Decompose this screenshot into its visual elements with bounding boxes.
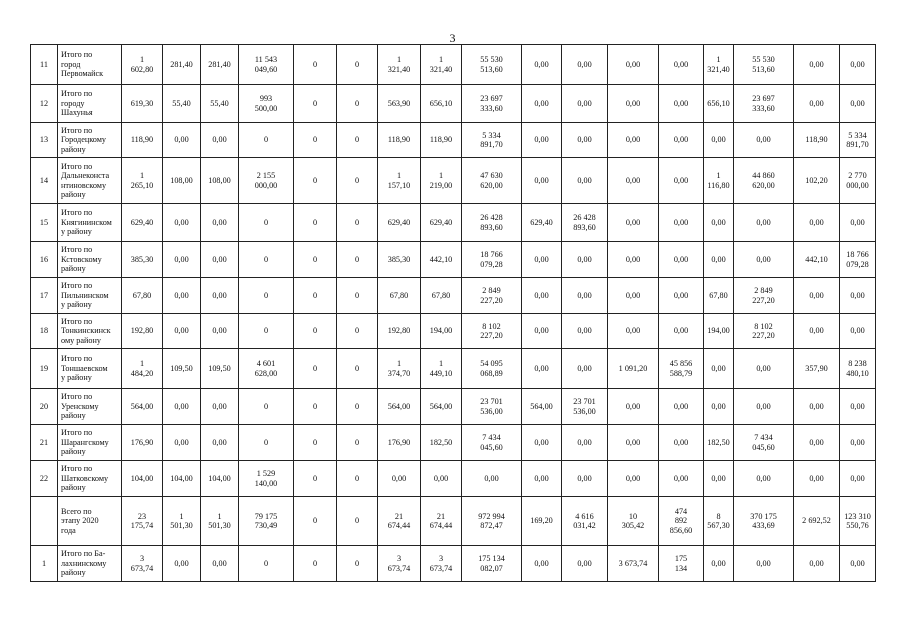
value-cell: 2 849 227,20 [734, 278, 794, 314]
value-cell: 0 [337, 497, 378, 546]
value-cell: 0,00 [734, 461, 794, 497]
value-cell: 0,00 [163, 546, 201, 582]
value-cell: 1 321,40 [378, 45, 421, 85]
row-number-cell: 19 [31, 349, 58, 389]
value-cell: 0,00 [840, 45, 876, 85]
value-cell: 0,00 [201, 389, 239, 425]
value-cell: 0,00 [734, 204, 794, 242]
value-cell: 0,00 [522, 546, 562, 582]
value-cell: 0,00 [378, 461, 421, 497]
value-cell: 0 [294, 123, 337, 158]
table-row [31, 204, 876, 242]
value-cell: 0,00 [163, 242, 201, 278]
value-cell: 0,00 [704, 123, 734, 158]
value-cell: 0,00 [562, 425, 608, 461]
value-cell: 176,90 [122, 425, 163, 461]
value-cell: 0 [239, 278, 294, 314]
value-cell: 0 [337, 204, 378, 242]
value-cell: 474 892 856,60 [659, 497, 704, 546]
value-cell: 0,00 [522, 123, 562, 158]
value-cell: 108,00 [201, 158, 239, 204]
value-cell: 0,00 [522, 314, 562, 349]
value-cell: 0,00 [201, 242, 239, 278]
value-cell: 1 157,10 [378, 158, 421, 204]
value-cell: 175 134 082,07 [462, 546, 522, 582]
value-cell: 0 [294, 546, 337, 582]
district-name-cell: Итого по Тонкинскинск ому району [58, 314, 122, 349]
value-cell: 118,90 [794, 123, 840, 158]
value-cell: 0,00 [562, 349, 608, 389]
value-cell: 0,00 [840, 204, 876, 242]
value-cell: 109,50 [201, 349, 239, 389]
value-cell: 3 673,74 [421, 546, 462, 582]
value-cell: 972 994 872,47 [462, 497, 522, 546]
value-cell: 0,00 [659, 123, 704, 158]
value-cell: 564,00 [122, 389, 163, 425]
value-cell: 0,00 [608, 461, 659, 497]
value-cell: 0,00 [794, 278, 840, 314]
table-row [31, 278, 876, 314]
value-cell: 11 543 049,60 [239, 45, 294, 85]
table-row [31, 461, 876, 497]
value-cell: 629,40 [522, 204, 562, 242]
row-number-cell: 18 [31, 314, 58, 349]
value-cell: 18 766 079,28 [462, 242, 522, 278]
value-cell: 0,00 [704, 389, 734, 425]
value-cell: 0,00 [163, 425, 201, 461]
value-cell: 1 374,70 [378, 349, 421, 389]
value-cell: 0 [294, 45, 337, 85]
row-number-cell: 16 [31, 242, 58, 278]
row-number-cell: 1 [31, 546, 58, 582]
value-cell: 0,00 [794, 546, 840, 582]
value-cell: 26 428 893,60 [462, 204, 522, 242]
value-cell: 0,00 [608, 85, 659, 123]
value-cell: 44 860 620,00 [734, 158, 794, 204]
value-cell: 175 134 [659, 546, 704, 582]
district-name-cell: Итого по Тоншаевском у району [58, 349, 122, 389]
value-cell: 1 219,00 [421, 158, 462, 204]
value-cell: 442,10 [794, 242, 840, 278]
value-cell: 0,00 [608, 242, 659, 278]
value-cell: 0 [337, 242, 378, 278]
value-cell: 563,90 [378, 85, 421, 123]
table-row [31, 123, 876, 158]
value-cell: 1 321,40 [704, 45, 734, 85]
value-cell: 3 673,74 [378, 546, 421, 582]
value-cell: 0,00 [840, 461, 876, 497]
value-cell: 0,00 [659, 425, 704, 461]
value-cell: 0,00 [840, 546, 876, 582]
value-cell: 0,00 [608, 278, 659, 314]
value-cell: 0,00 [840, 389, 876, 425]
value-cell: 0,00 [522, 158, 562, 204]
value-cell: 281,40 [163, 45, 201, 85]
value-cell: 0,00 [163, 123, 201, 158]
value-cell: 619,30 [122, 85, 163, 123]
value-cell: 0,00 [608, 314, 659, 349]
value-cell: 182,50 [704, 425, 734, 461]
district-name-cell: Итого по Шарангскому району [58, 425, 122, 461]
value-cell: 1 091,20 [608, 349, 659, 389]
value-cell: 0 [294, 497, 337, 546]
value-cell: 0,00 [163, 314, 201, 349]
value-cell: 5 334 891,70 [462, 123, 522, 158]
value-cell: 0 [294, 204, 337, 242]
value-cell: 0,00 [608, 158, 659, 204]
row-number-cell: 14 [31, 158, 58, 204]
value-cell: 0,00 [659, 45, 704, 85]
value-cell: 0,00 [734, 546, 794, 582]
value-cell: 370 175 433,69 [734, 497, 794, 546]
value-cell: 0 [239, 546, 294, 582]
value-cell: 564,00 [421, 389, 462, 425]
value-cell: 0,00 [163, 389, 201, 425]
value-cell: 1 449,10 [421, 349, 462, 389]
district-name-cell: Итого по Пильнинском у району [58, 278, 122, 314]
value-cell: 0 [294, 242, 337, 278]
row-number-cell: 21 [31, 425, 58, 461]
value-cell: 0,00 [704, 204, 734, 242]
value-cell: 109,50 [163, 349, 201, 389]
value-cell: 4 616 031,42 [562, 497, 608, 546]
value-cell: 23 697 333,60 [462, 85, 522, 123]
value-cell: 0,00 [659, 314, 704, 349]
value-cell: 0,00 [562, 546, 608, 582]
value-cell: 0,00 [840, 278, 876, 314]
value-cell: 0,00 [659, 158, 704, 204]
value-cell: 0,00 [734, 349, 794, 389]
table-row [31, 349, 876, 389]
value-cell: 0,00 [608, 425, 659, 461]
value-cell: 0,00 [201, 278, 239, 314]
district-name-cell: Всего по этапу 2020 года [58, 497, 122, 546]
table-row [31, 546, 876, 582]
value-cell: 564,00 [378, 389, 421, 425]
value-cell: 67,80 [378, 278, 421, 314]
value-cell: 0 [294, 389, 337, 425]
value-cell: 0,00 [562, 123, 608, 158]
value-cell: 0,00 [659, 242, 704, 278]
table-row [31, 158, 876, 204]
value-cell: 0,00 [659, 389, 704, 425]
table-row [31, 497, 876, 546]
value-cell: 104,00 [201, 461, 239, 497]
value-cell: 0 [337, 425, 378, 461]
value-cell: 10 305,42 [608, 497, 659, 546]
value-cell: 0,00 [840, 425, 876, 461]
value-cell: 0 [239, 204, 294, 242]
value-cell: 0,00 [608, 45, 659, 85]
value-cell: 55 530 513,60 [462, 45, 522, 85]
value-cell: 0 [294, 85, 337, 123]
value-cell: 0,00 [522, 425, 562, 461]
value-cell: 1 501,30 [201, 497, 239, 546]
value-cell: 442,10 [421, 242, 462, 278]
district-name-cell: Итого по Княгининском у району [58, 204, 122, 242]
value-cell: 0,00 [794, 314, 840, 349]
value-cell: 0,00 [794, 85, 840, 123]
value-cell: 7 434 045,60 [734, 425, 794, 461]
value-cell: 0,00 [794, 389, 840, 425]
value-cell: 0 [239, 389, 294, 425]
table-row [31, 314, 876, 349]
value-cell: 4 601 628,00 [239, 349, 294, 389]
value-cell: 104,00 [122, 461, 163, 497]
value-cell: 0,00 [163, 278, 201, 314]
district-name-cell: Итого по Дальнеконста нтиновскому району [58, 158, 122, 204]
value-cell: 0,00 [522, 461, 562, 497]
value-cell: 67,80 [421, 278, 462, 314]
value-cell: 0,00 [562, 314, 608, 349]
value-cell: 0,00 [201, 546, 239, 582]
value-cell: 23 697 333,60 [734, 85, 794, 123]
value-cell: 0,00 [201, 123, 239, 158]
value-cell: 0,00 [840, 85, 876, 123]
value-cell: 5 334 891,70 [840, 123, 876, 158]
value-cell: 0 [294, 314, 337, 349]
value-cell: 281,40 [201, 45, 239, 85]
value-cell: 1 529 140,00 [239, 461, 294, 497]
value-cell: 629,40 [122, 204, 163, 242]
value-cell: 0,00 [562, 461, 608, 497]
value-cell: 7 434 045,60 [462, 425, 522, 461]
value-cell: 47 630 620,00 [462, 158, 522, 204]
value-cell: 118,90 [378, 123, 421, 158]
value-cell: 0,00 [659, 85, 704, 123]
district-name-cell: Итого по город Первомайск [58, 45, 122, 85]
value-cell: 0 [294, 425, 337, 461]
value-cell: 2 692,52 [794, 497, 840, 546]
value-cell: 0,00 [704, 349, 734, 389]
value-cell: 0,00 [562, 45, 608, 85]
value-cell: 0,00 [704, 461, 734, 497]
value-cell: 0,00 [659, 204, 704, 242]
value-cell: 2 770 000,00 [840, 158, 876, 204]
value-cell: 357,90 [794, 349, 840, 389]
table-row [31, 45, 876, 85]
value-cell: 2 155 000,00 [239, 158, 294, 204]
value-cell: 1 484,20 [122, 349, 163, 389]
value-cell: 45 856 588,79 [659, 349, 704, 389]
value-cell: 0,00 [522, 278, 562, 314]
table-row [31, 425, 876, 461]
value-cell: 656,10 [704, 85, 734, 123]
value-cell: 0 [294, 461, 337, 497]
value-cell: 0,00 [462, 461, 522, 497]
value-cell: 385,30 [122, 242, 163, 278]
value-cell: 0,00 [659, 461, 704, 497]
value-cell: 0 [239, 242, 294, 278]
value-cell: 1 321,40 [421, 45, 462, 85]
value-cell: 0,00 [794, 45, 840, 85]
value-cell: 993 500,00 [239, 85, 294, 123]
value-cell: 2 849 227,20 [462, 278, 522, 314]
value-cell: 0,00 [522, 85, 562, 123]
value-cell: 0,00 [562, 158, 608, 204]
value-cell: 102,20 [794, 158, 840, 204]
value-cell: 118,90 [421, 123, 462, 158]
row-number-cell: 13 [31, 123, 58, 158]
value-cell: 118,90 [122, 123, 163, 158]
district-name-cell: Итого по Шатковскому району [58, 461, 122, 497]
value-cell: 18 766 079,28 [840, 242, 876, 278]
value-cell: 21 674,44 [378, 497, 421, 546]
value-cell: 169,20 [522, 497, 562, 546]
value-cell: 0,00 [201, 204, 239, 242]
value-cell: 0,00 [608, 389, 659, 425]
value-cell: 67,80 [704, 278, 734, 314]
value-cell: 629,40 [378, 204, 421, 242]
value-cell: 0,00 [659, 278, 704, 314]
value-cell: 0,00 [704, 242, 734, 278]
value-cell: 1 265,10 [122, 158, 163, 204]
value-cell: 0 [337, 123, 378, 158]
data-table [30, 44, 876, 582]
row-number-cell: 11 [31, 45, 58, 85]
value-cell: 0 [294, 158, 337, 204]
value-cell: 54 095 068,89 [462, 349, 522, 389]
value-cell: 0,00 [608, 204, 659, 242]
value-cell: 108,00 [163, 158, 201, 204]
value-cell: 176,90 [378, 425, 421, 461]
value-cell: 385,30 [378, 242, 421, 278]
value-cell: 0 [337, 278, 378, 314]
value-cell: 0 [337, 314, 378, 349]
value-cell: 0 [239, 123, 294, 158]
table-row [31, 242, 876, 278]
value-cell: 8 102 227,20 [734, 314, 794, 349]
value-cell: 0 [337, 546, 378, 582]
value-cell: 0,00 [562, 242, 608, 278]
value-cell: 0,00 [734, 123, 794, 158]
value-cell: 55 530 513,60 [734, 45, 794, 85]
value-cell: 0,00 [794, 204, 840, 242]
value-cell: 23 701 536,00 [462, 389, 522, 425]
district-name-cell: Итого по Кстовскому району [58, 242, 122, 278]
table-row [31, 85, 876, 123]
value-cell: 182,50 [421, 425, 462, 461]
value-cell: 67,80 [122, 278, 163, 314]
value-cell: 1 501,30 [163, 497, 201, 546]
value-cell: 0,00 [794, 425, 840, 461]
value-cell: 0 [294, 278, 337, 314]
value-cell: 0,00 [704, 546, 734, 582]
value-cell: 192,80 [122, 314, 163, 349]
value-cell: 0,00 [163, 204, 201, 242]
value-cell: 104,00 [163, 461, 201, 497]
district-name-cell: Итого по городу Шахунья [58, 85, 122, 123]
value-cell: 26 428 893,60 [562, 204, 608, 242]
value-cell: 23 175,74 [122, 497, 163, 546]
value-cell: 0,00 [201, 314, 239, 349]
district-name-cell: Итого по Городецкому району [58, 123, 122, 158]
value-cell: 0,00 [562, 85, 608, 123]
value-cell: 0 [337, 461, 378, 497]
value-cell: 0,00 [522, 349, 562, 389]
table-row [31, 389, 876, 425]
value-cell: 0 [294, 349, 337, 389]
table-body [31, 45, 876, 582]
row-number-cell [31, 497, 58, 546]
value-cell: 79 175 730,49 [239, 497, 294, 546]
value-cell: 0,00 [522, 242, 562, 278]
row-number-cell: 15 [31, 204, 58, 242]
value-cell: 123 310 550,76 [840, 497, 876, 546]
value-cell: 0 [337, 45, 378, 85]
value-cell: 0,00 [608, 123, 659, 158]
value-cell: 21 674,44 [421, 497, 462, 546]
value-cell: 0 [337, 158, 378, 204]
value-cell: 1 116,80 [704, 158, 734, 204]
value-cell: 1 602,80 [122, 45, 163, 85]
district-name-cell: Итого по Ба- лахнинскому району [58, 546, 122, 582]
page-number: 3 [449, 31, 456, 45]
value-cell: 0,00 [201, 425, 239, 461]
value-cell: 55,40 [201, 85, 239, 123]
value-cell: 8 567,30 [704, 497, 734, 546]
row-number-cell: 12 [31, 85, 58, 123]
value-cell: 656,10 [421, 85, 462, 123]
value-cell: 564,00 [522, 389, 562, 425]
value-cell: 0,00 [840, 314, 876, 349]
value-cell: 55,40 [163, 85, 201, 123]
value-cell: 3 673,74 [122, 546, 163, 582]
value-cell: 0,00 [562, 278, 608, 314]
value-cell: 194,00 [421, 314, 462, 349]
row-number-cell: 20 [31, 389, 58, 425]
value-cell: 0 [239, 314, 294, 349]
value-cell: 0,00 [734, 242, 794, 278]
value-cell: 23 701 536,00 [562, 389, 608, 425]
value-cell: 0,00 [734, 389, 794, 425]
value-cell: 8 102 227,20 [462, 314, 522, 349]
value-cell: 0,00 [794, 461, 840, 497]
value-cell: 0 [337, 85, 378, 123]
value-cell: 629,40 [421, 204, 462, 242]
district-name-cell: Итого по Уренскому району [58, 389, 122, 425]
value-cell: 194,00 [704, 314, 734, 349]
value-cell: 0 [337, 389, 378, 425]
value-cell: 0,00 [421, 461, 462, 497]
value-cell: 0,00 [522, 45, 562, 85]
row-number-cell: 22 [31, 461, 58, 497]
value-cell: 192,80 [378, 314, 421, 349]
value-cell: 0 [239, 425, 294, 461]
value-cell: 8 238 480,10 [840, 349, 876, 389]
row-number-cell: 17 [31, 278, 58, 314]
value-cell: 0 [337, 349, 378, 389]
value-cell: 3 673,74 [608, 546, 659, 582]
